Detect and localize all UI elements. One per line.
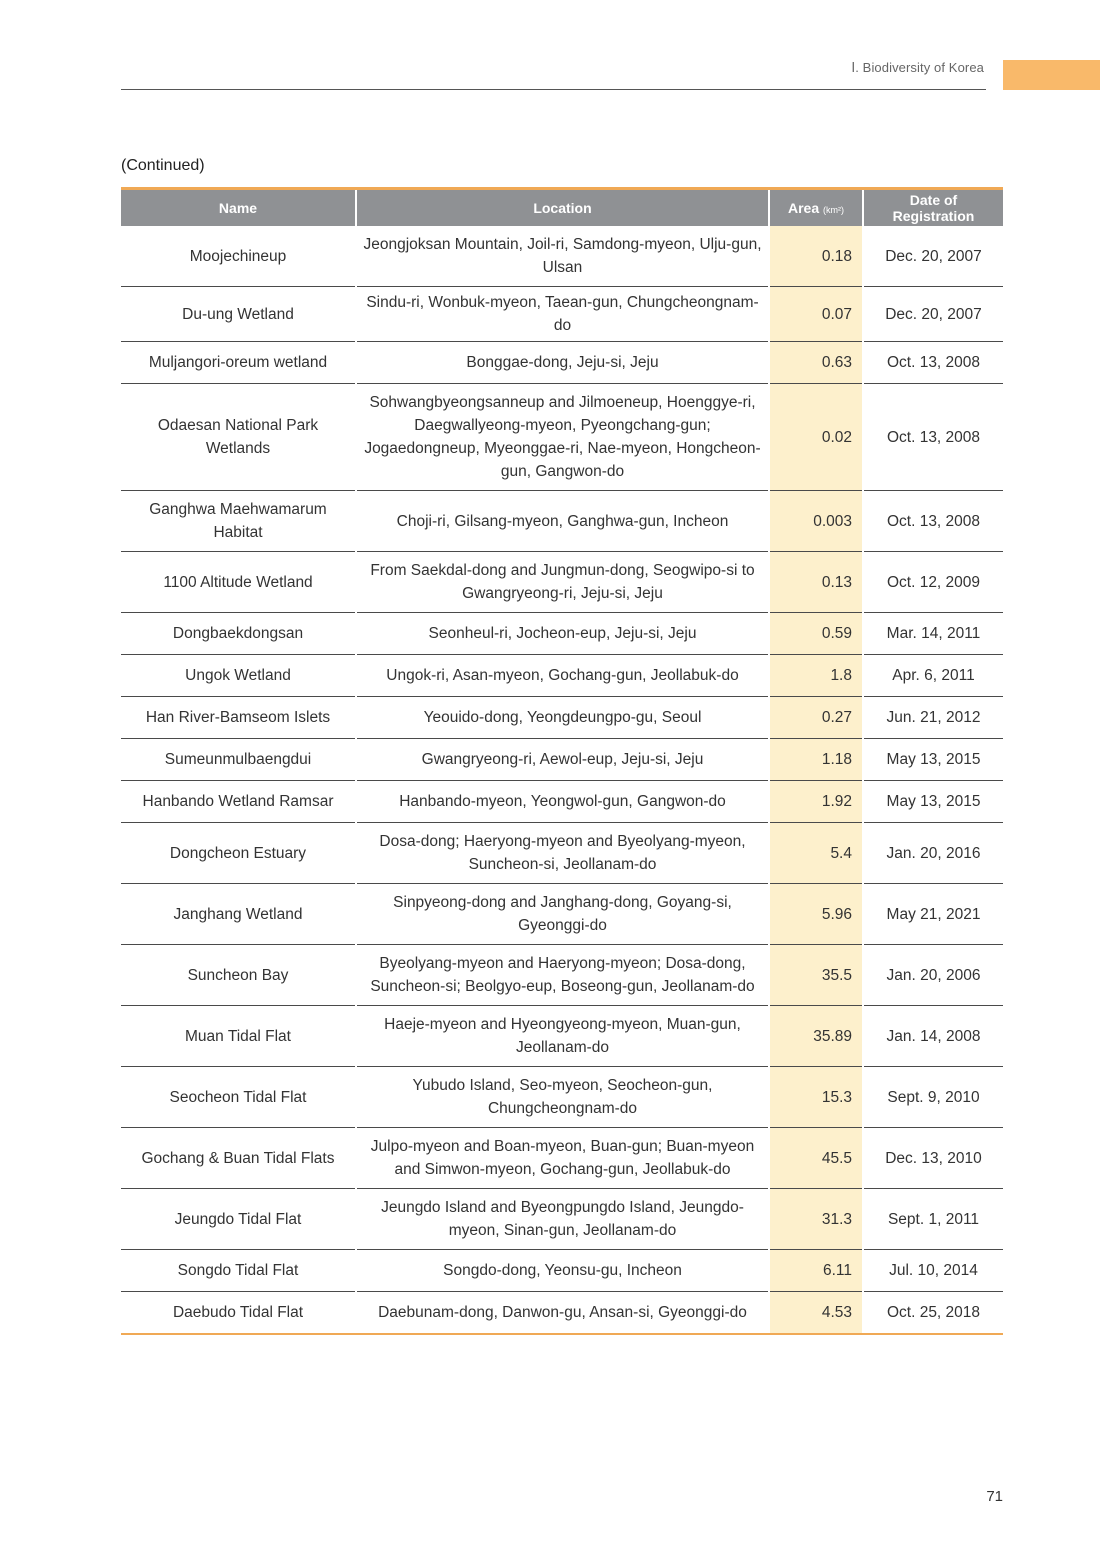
cell-area: 15.3 <box>769 1067 863 1128</box>
cell-date: Apr. 6, 2011 <box>863 655 1003 697</box>
cell-date: Jun. 21, 2012 <box>863 697 1003 739</box>
cell-date: May 13, 2015 <box>863 781 1003 823</box>
cell-area: 1.92 <box>769 781 863 823</box>
header-accent-tab <box>1003 60 1100 90</box>
column-header-area-label: Area <box>787 200 820 216</box>
cell-name: Du-ung Wetland <box>121 287 356 342</box>
cell-area: 1.18 <box>769 739 863 781</box>
table-row <box>121 1292 1003 1335</box>
header-rule <box>121 89 986 90</box>
table-row <box>121 1250 1003 1292</box>
cell-location: Dosa-dong; Haeryong-myeon and Byeolyang-myeon, Suncheon-si, Jeollanam-do <box>356 823 769 884</box>
cell-location: Jeungdo Island and Byeongpungdo Island, Jeungdo-myeon, Sinan-gun, Jeollanam-do <box>356 1189 769 1250</box>
cell-location: Songdo-dong, Yeonsu-gu, Incheon <box>356 1250 769 1292</box>
cell-date: Dec. 13, 2010 <box>863 1128 1003 1189</box>
cell-name: Jeungdo Tidal Flat <box>121 1189 356 1250</box>
cell-location: Gwangryeong-ri, Aewol-eup, Jeju-si, Jeju <box>356 739 769 781</box>
cell-location: Daebunam-dong, Danwon-gu, Ansan-si, Gyeonggi-do <box>356 1292 769 1335</box>
cell-name: 1100 Altitude Wetland <box>121 552 356 613</box>
cell-area: 0.13 <box>769 552 863 613</box>
column-header-location: Location <box>356 189 769 227</box>
cell-date: Oct. 13, 2008 <box>863 491 1003 552</box>
cell-location: Byeolyang-myeon and Haeryong-myeon; Dosa-dong, Suncheon-si; Beolgyo-eup, Boseong-gun, Jeollanam-do <box>356 945 769 1006</box>
table-caption: (Continued) <box>121 157 205 174</box>
cell-location: Jeongjoksan Mountain, Joil-ri, Samdong-myeon, Ulju-gun, Ulsan <box>356 226 769 287</box>
cell-name: Odaesan National Park Wetlands <box>121 384 356 491</box>
wetland-registration-table <box>121 187 1003 1335</box>
cell-area: 0.07 <box>769 287 863 342</box>
column-header-name: Name <box>121 189 356 227</box>
cell-area: 0.27 <box>769 697 863 739</box>
table-row <box>121 823 1003 884</box>
cell-location: Haeje-myeon and Hyeongyeong-myeon, Muan-gun, Jeollanam-do <box>356 1006 769 1067</box>
cell-location: Ungok-ri, Asan-myeon, Gochang-gun, Jeollabuk-do <box>356 655 769 697</box>
cell-name: Sumeunmulbaengdui <box>121 739 356 781</box>
page-number: 71 <box>986 1488 1003 1505</box>
cell-name: Muljangori-oreum wetland <box>121 342 356 384</box>
cell-date: Jul. 10, 2014 <box>863 1250 1003 1292</box>
cell-area: 35.89 <box>769 1006 863 1067</box>
cell-location: Yubudo Island, Seo-myeon, Seocheon-gun, Chungcheongnam-do <box>356 1067 769 1128</box>
table-row <box>121 226 1003 287</box>
table-row <box>121 384 1003 491</box>
cell-area: 0.63 <box>769 342 863 384</box>
cell-location: Sohwangbyeongsanneup and Jilmoeneup, Hoenggye-ri, Daegwallyeong-myeon, Pyeongchang-gun; Jogaedongneup, Myeonggae-ri, Nae-myeon, Hongcheon-gun, Gangwon-do <box>356 384 769 491</box>
cell-location: Yeouido-dong, Yeongdeungpo-gu, Seoul <box>356 697 769 739</box>
cell-name: Daebudo Tidal Flat <box>121 1292 356 1335</box>
cell-name: Janghang Wetland <box>121 884 356 945</box>
cell-area: 1.8 <box>769 655 863 697</box>
cell-location: Seonheul-ri, Jocheon-eup, Jeju-si, Jeju <box>356 613 769 655</box>
cell-area: 35.5 <box>769 945 863 1006</box>
cell-name: Hanbando Wetland Ramsar <box>121 781 356 823</box>
cell-date: Oct. 13, 2008 <box>863 342 1003 384</box>
cell-date: Oct. 25, 2018 <box>863 1292 1003 1335</box>
cell-name: Moojechineup <box>121 226 356 287</box>
table-row <box>121 287 1003 342</box>
cell-area: 5.96 <box>769 884 863 945</box>
cell-name: Songdo Tidal Flat <box>121 1250 356 1292</box>
table-row <box>121 491 1003 552</box>
cell-date: Jan. 20, 2016 <box>863 823 1003 884</box>
cell-location: Choji-ri, Gilsang-myeon, Ganghwa-gun, Incheon <box>356 491 769 552</box>
cell-area: 45.5 <box>769 1128 863 1189</box>
cell-name: Muan Tidal Flat <box>121 1006 356 1067</box>
table-row <box>121 945 1003 1006</box>
table-row <box>121 739 1003 781</box>
cell-name: Suncheon Bay <box>121 945 356 1006</box>
cell-name: Ganghwa Maehwamarum Habitat <box>121 491 356 552</box>
cell-name: Dongbaekdongsan <box>121 613 356 655</box>
cell-date: Sept. 1, 2011 <box>863 1189 1003 1250</box>
table-row <box>121 781 1003 823</box>
cell-date: Mar. 14, 2011 <box>863 613 1003 655</box>
cell-name: Gochang & Buan Tidal Flats <box>121 1128 356 1189</box>
table-row <box>121 1189 1003 1250</box>
cell-location: Julpo-myeon and Boan-myeon, Buan-gun; Buan-myeon and Simwon-myeon, Gochang-gun, Jeollabuk-do <box>356 1128 769 1189</box>
table-row <box>121 613 1003 655</box>
table-row <box>121 1128 1003 1189</box>
table-row <box>121 552 1003 613</box>
cell-location: Hanbando-myeon, Yeongwol-gun, Gangwon-do <box>356 781 769 823</box>
table-row <box>121 655 1003 697</box>
cell-area: 4.53 <box>769 1292 863 1335</box>
cell-location: Bonggae-dong, Jeju-si, Jeju <box>356 342 769 384</box>
cell-date: Jan. 20, 2006 <box>863 945 1003 1006</box>
cell-name: Dongcheon Estuary <box>121 823 356 884</box>
table-row <box>121 342 1003 384</box>
cell-name: Seocheon Tidal Flat <box>121 1067 356 1128</box>
column-header-date: Date of Registration <box>863 189 1003 227</box>
column-header-area <box>769 189 863 227</box>
cell-area: 31.3 <box>769 1189 863 1250</box>
cell-name: Ungok Wetland <box>121 655 356 697</box>
cell-area: 0.02 <box>769 384 863 491</box>
table-row <box>121 697 1003 739</box>
cell-date: Sept. 9, 2010 <box>863 1067 1003 1128</box>
table-row <box>121 1067 1003 1128</box>
cell-location: Sindu-ri, Wonbuk-myeon, Taean-gun, Chungcheongnam-do <box>356 287 769 342</box>
cell-date: Dec. 20, 2007 <box>863 226 1003 287</box>
cell-area: 0.18 <box>769 226 863 287</box>
table-row <box>121 1006 1003 1067</box>
cell-date: Jan. 14, 2008 <box>863 1006 1003 1067</box>
table-header-row <box>121 189 1003 227</box>
column-header-area-unit: (km²) <box>823 205 845 215</box>
cell-location: From Saekdal-dong and Jungmun-dong, Seogwipo-si to Gwangryeong-ri, Jeju-si, Jeju <box>356 552 769 613</box>
cell-date: Oct. 13, 2008 <box>863 384 1003 491</box>
table-row <box>121 884 1003 945</box>
cell-name: Han River-Bamseom Islets <box>121 697 356 739</box>
cell-date: Dec. 20, 2007 <box>863 287 1003 342</box>
cell-date: Oct. 12, 2009 <box>863 552 1003 613</box>
cell-area: 0.003 <box>769 491 863 552</box>
running-header: Ⅰ. Biodiversity of Korea <box>851 60 984 75</box>
cell-date: May 21, 2021 <box>863 884 1003 945</box>
cell-area: 0.59 <box>769 613 863 655</box>
cell-area: 6.11 <box>769 1250 863 1292</box>
cell-location: Sinpyeong-dong and Janghang-dong, Goyang-si, Gyeonggi-do <box>356 884 769 945</box>
cell-area: 5.4 <box>769 823 863 884</box>
cell-date: May 13, 2015 <box>863 739 1003 781</box>
